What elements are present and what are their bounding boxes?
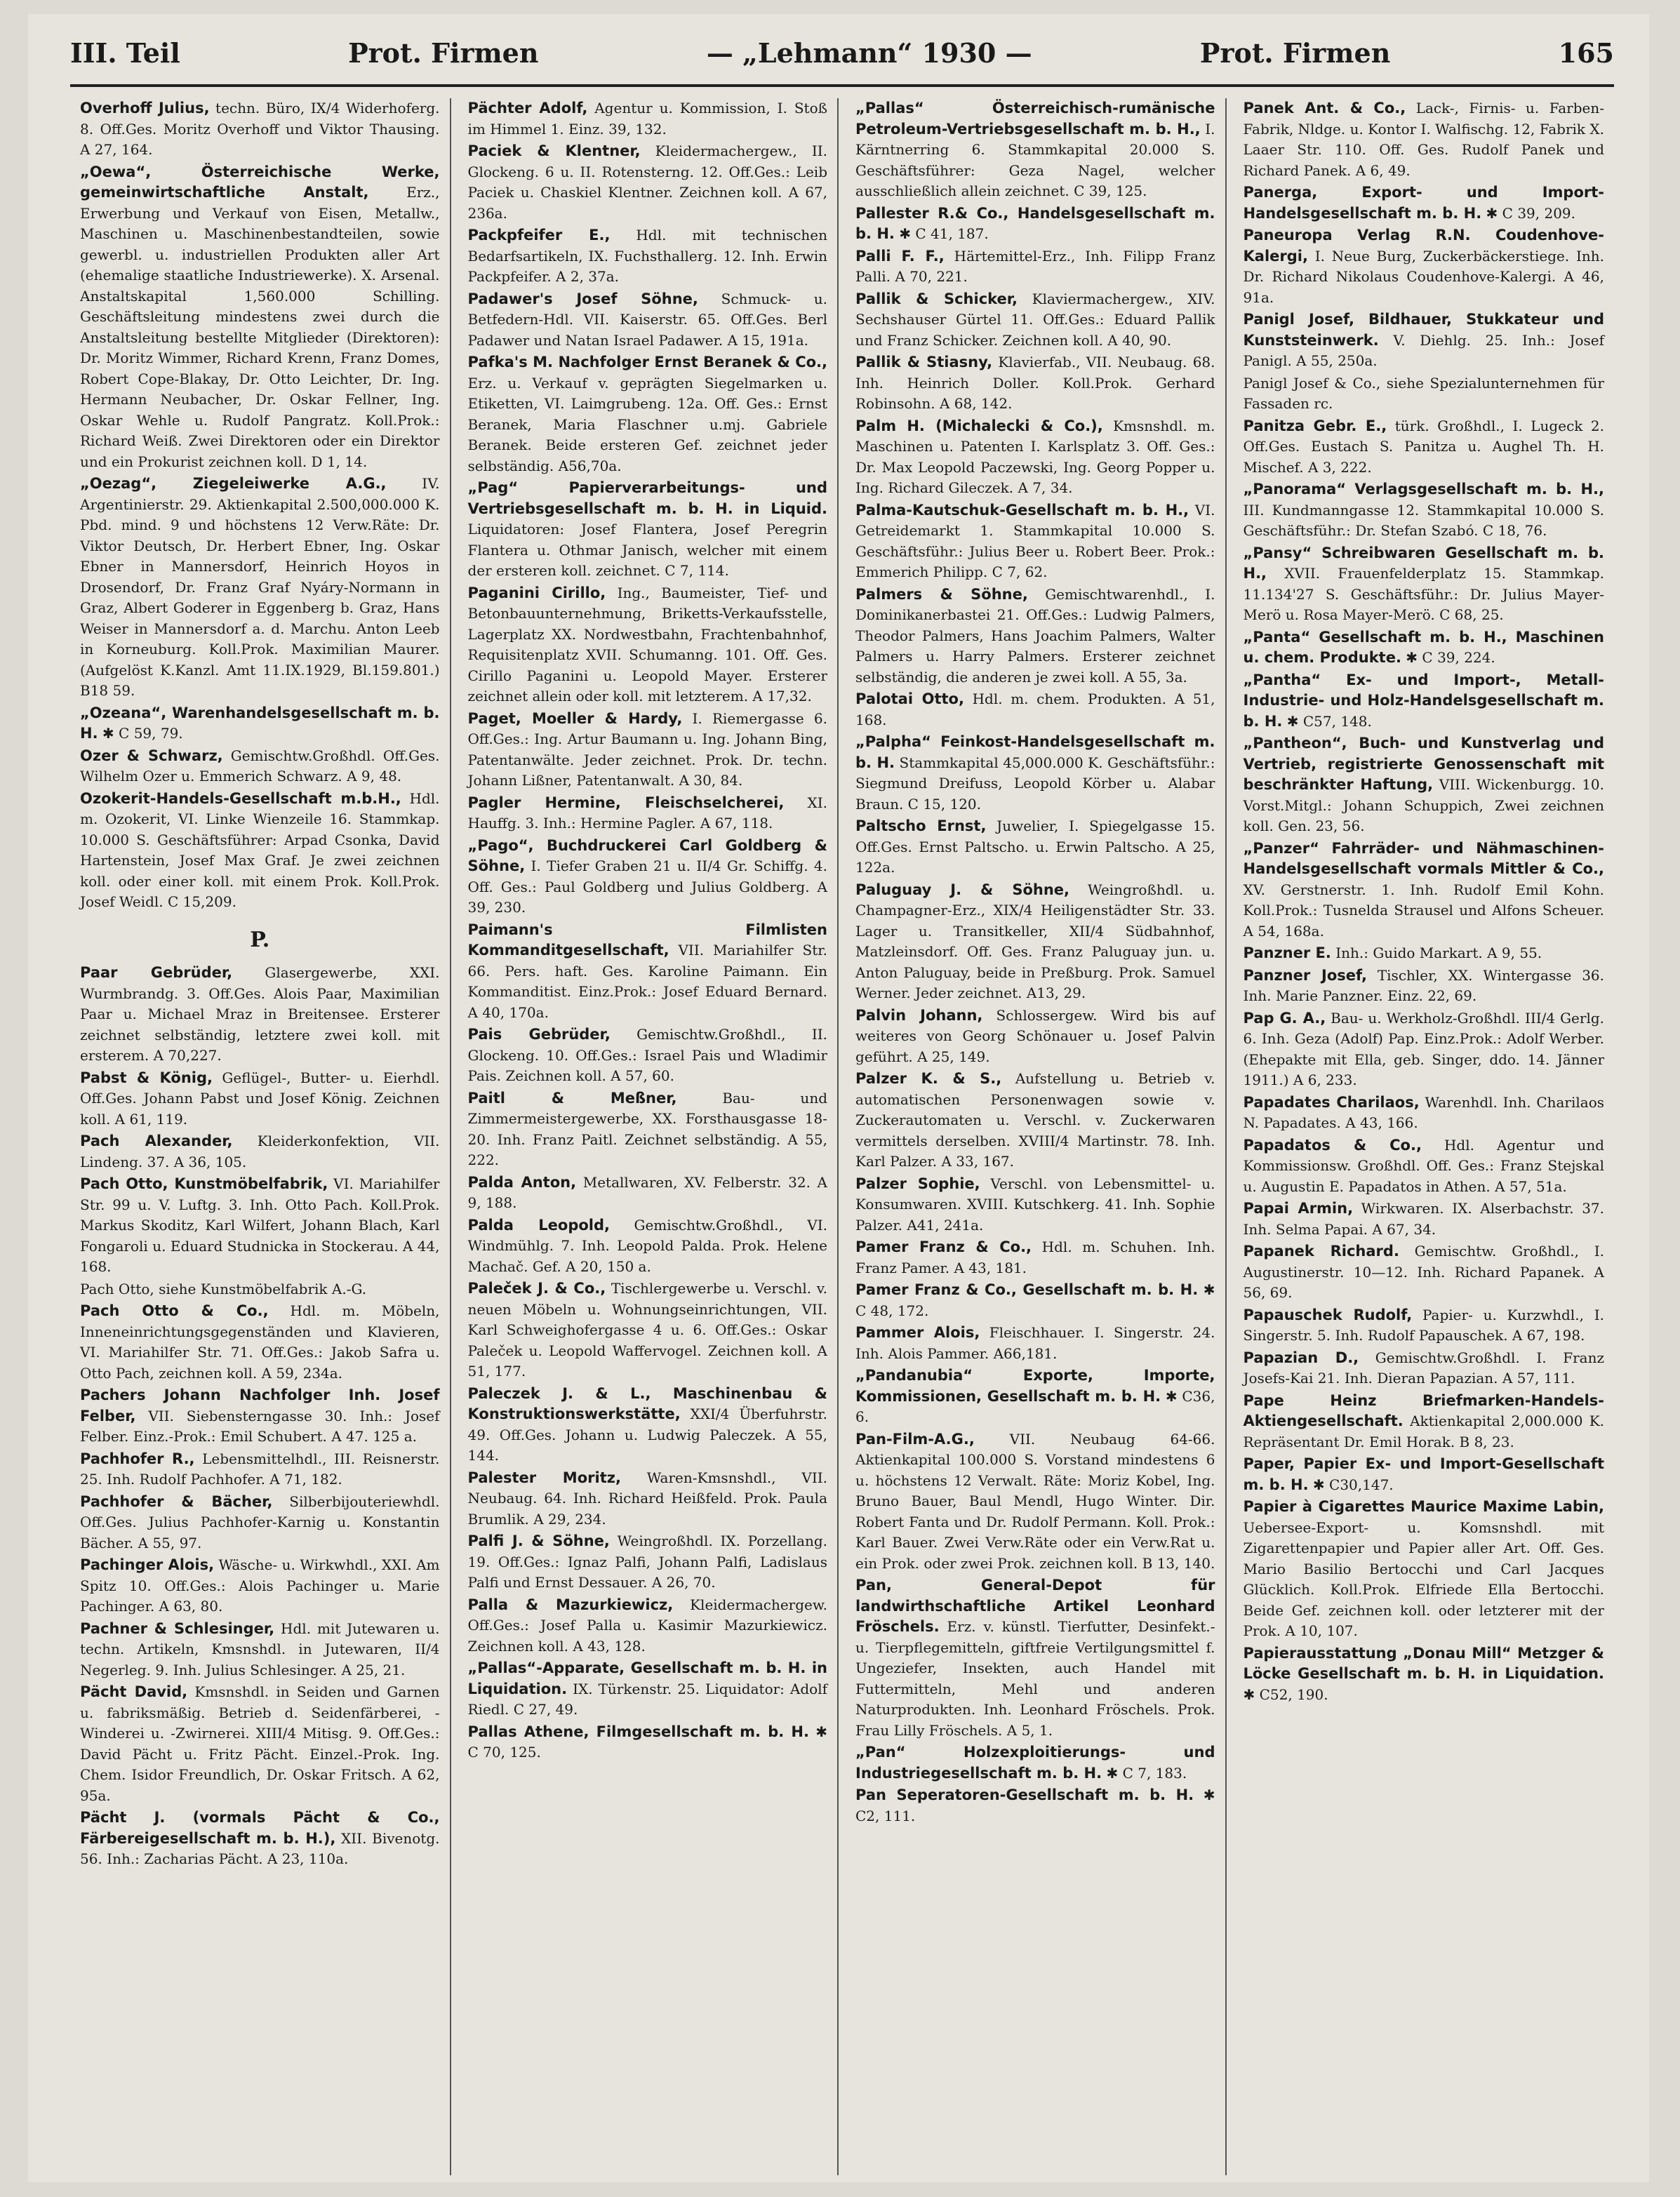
firm-name: Pallester R.& Co., Handelsgesellschaft m. b. H.: [855, 204, 1215, 242]
entry-details: Fleischhauer. I. Singerstr. 24. Inh. Alois Pammer. A66,181.: [855, 1324, 1215, 1362]
directory-entry: [855, 1174, 1215, 1236]
firm-name: Ozokerit-Handels-Gesellschaft m.b.H.,: [80, 789, 401, 807]
directory-entry: [80, 474, 440, 702]
entry-details: Tischler, XX. Wintergasse 36. Inh. Marie Panzner. Einz. 22, 69.: [1243, 966, 1605, 1004]
entry-details: Metallwaren, XV. Felberstr. 32. A 9, 188.: [467, 1173, 827, 1211]
document-page: [28, 14, 1649, 2182]
entry-details: Gemischtw.Großhdl., II. Glockeng. 10. Off.Ges.: Israel Pais und Wladimir Pais. Zeichnen koll. A 57, 60.: [467, 1026, 827, 1084]
directory-entry: [1244, 309, 1605, 372]
directory-entry: [1244, 1198, 1605, 1240]
firm-name: Palfi J. & Söhne,: [467, 1532, 610, 1549]
directory-entry: [80, 1279, 440, 1300]
column-4: [1234, 98, 1615, 2175]
firm-name: Panigl Josef, Bildhauer, Stukkateur und Kunststeinwerk.: [1243, 311, 1604, 349]
entry-details: XII. Bivenotg. 56. Inh.: Zacharias Pächt. A 23, 110a.: [80, 1829, 440, 1867]
firm-name: Papazian D.,: [1243, 1349, 1359, 1366]
firm-name: Palvin Johann,: [855, 1006, 983, 1024]
entry-details: Gemischtw.Großhdl., VI. Windmühlg. 7. Inh. Leopold Palda. Prok. Helene Machač. Gef. A 20, 150 a.: [467, 1216, 828, 1275]
firm-name: Paganini Cirillo,: [467, 584, 606, 601]
entry-details: ✱ C30,147.: [1312, 1476, 1394, 1493]
header-title-right: Prot. Firmen: [1199, 36, 1391, 69]
firm-name: Papanek Richard.: [1243, 1243, 1399, 1260]
entry-details: Weingroßhdl. u. Champagner-Erz., XIX/4 Heiligenstädter Str. 33. Lager u. Transitkeller, XII/4 Südbahnhof, Matzleinsdorf. Off. Ges. Franz Paluguay jun. u. Anton Paluguay, beide in Preßburg. Prok. Samuel Werner. Jeder zeichnet. A13, 29.: [855, 881, 1215, 1001]
directory-entry: [855, 289, 1215, 352]
entry-details: Hdl. Agentur und Kommissionsw. Großhdl. Off. Ges.: Franz Stejskal u. Augustin E. Papadatos in Athen. A 57, 51a.: [1243, 1136, 1605, 1195]
entry-details: I. Riemergasse 6. Off.Ges.: Ing. Artur Baumann u. Ing. Johann Bing, Patentanwälte. Jeder zeichnet. Prok. Dr. techn. Johann Lißner, Patentanwalt. A 30, 84.: [467, 709, 827, 789]
entry-details: Stammkapital 45,000.000 K. Geschäftsführ.: Siegmund Dreifuss, Leopold Körber u. Alabar Braun. C 15, 120.: [855, 754, 1215, 813]
firm-name: Paluguay J. & Söhne,: [855, 881, 1069, 898]
directory-entry: [468, 709, 828, 792]
entry-details: Aufstellung u. Betrieb v. automatischen Personenwagen sowie v. Zuckerautomaten u. Verschl. v. Zuckerwaren vermittels derselben. XVIII/4 Martinstr. 78. Inh. Karl Palzer. A 33, 167.: [855, 1070, 1215, 1170]
firm-name: „Panzer“ Fahrräder- und Nähmaschinen-Handelsgesellschaft vormals Mittler & Co.,: [1243, 839, 1604, 877]
firm-name: Pachhofer & Bächer,: [80, 1493, 273, 1510]
firm-name: Overhoff Julius,: [80, 100, 210, 116]
firm-name: Panzner E.: [1243, 944, 1331, 961]
firm-name: Palzer Sophie,: [855, 1175, 980, 1192]
entry-details: Wäsche- u. Wirkwhdl., XXI. Am Spitz 10. Off.Ges.: Alois Pachinger u. Marie Pachinger. A 63, 80.: [80, 1556, 440, 1615]
header-rule: [70, 84, 1614, 87]
directory-entry: [468, 1024, 828, 1087]
entry-details: ✱ C 7, 183.: [1106, 1764, 1187, 1782]
directory-entry: [80, 98, 440, 161]
directory-entry: [80, 1131, 440, 1173]
directory-entry: [1244, 1135, 1605, 1198]
firm-name: Pach Otto & Co.,: [80, 1302, 269, 1319]
firm-name: „Pan“ Holzexploitierungs- und Industriegesellschaft m. b. H.: [855, 1744, 1215, 1782]
directory-entry: [855, 98, 1215, 202]
entry-details: Härtemittel-Erz., Inh. Filipp Franz Palli. A 70, 221.: [855, 247, 1215, 285]
firm-name: Pächt J. (vormals Pächt & Co., Färbereigesellschaft m. b. H.),: [80, 1809, 440, 1847]
firm-name: Pamer Franz & Co.,: [855, 1238, 1032, 1255]
directory-entry: [468, 1531, 828, 1594]
entry-details: ✱ C 70, 125.: [467, 1723, 828, 1761]
firm-name: Paimann's Filmlisten Kommanditgesellschaft,: [467, 921, 827, 959]
firm-name: Paltscho Ernst,: [855, 817, 987, 834]
firm-name: Pallas Athene, Filmgesellschaft m. b. H.: [467, 1723, 809, 1740]
directory-entry: [80, 1449, 440, 1490]
entry-details: Hdl. mit technischen Bedarfsartikeln, IX. Fuchsthallerg. 12. Inh. Erwin Packpfeifer. A 2, 37a.: [467, 227, 828, 285]
directory-entry: [468, 1595, 828, 1657]
firm-name: Pafka's M. Nachfolger Ernst Beranek & Co.,: [467, 354, 827, 370]
entry-details: ✱ C 59, 79.: [102, 725, 183, 742]
firm-name: Pachner & Schlesinger,: [80, 1620, 275, 1637]
entry-details: Pach Otto, siehe Kunstmöbelfabrik A.-G.: [80, 1280, 367, 1297]
directory-entry: [468, 352, 828, 476]
entry-details: ✱ C 48, 172.: [855, 1281, 1215, 1319]
entry-details: III. Kundmanngasse 12. Stammkapital 10.000 S. Geschäftsführ.: Dr. Stefan Szabó. C 18, 76.: [1243, 501, 1604, 539]
directory-entry: [80, 1555, 440, 1617]
header-title-left: Prot. Firmen: [348, 36, 539, 69]
firm-name: Pamer Franz & Co., Gesellschaft m. b. H.: [855, 1281, 1199, 1298]
directory-entry: [855, 352, 1215, 415]
firm-name: Palda Anton,: [467, 1173, 577, 1191]
firm-name: Panitza Gebr. E.,: [1243, 417, 1387, 434]
directory-entry: [1244, 1454, 1605, 1495]
entry-details: Hdl. m. Schuhen. Inh. Franz Pamer. A 43, 181.: [855, 1238, 1215, 1276]
firm-name: Pan-Film-A.G.,: [855, 1430, 975, 1448]
directory-entry: [855, 1280, 1215, 1321]
entry-details: I. Tiefer Graben 21 u. II/4 Gr. Schiffg. 4. Off. Ges.: Paul Goldberg und Julius Goldberg. A 39, 230.: [467, 857, 827, 916]
firm-name: Panzner Josef,: [1243, 966, 1367, 984]
directory-entry: [80, 963, 440, 1067]
firm-name: Pachhofer R.,: [80, 1450, 195, 1467]
firm-name: Pap G. A.,: [1243, 1009, 1326, 1027]
directory-entry: [80, 746, 440, 787]
entry-details: Erz. v. künstl. Tierfutter, Desinfekt.- u. Tierpflegemitteln, giftfreie Vertilgungsmittel f. Ungeziefer, Insekten, auch Handel mit Futtermitteln, Mehl und anderen Naturprodukten. Inh. Leonhard Fröschels. Prok. Frau Lilly Fröschels. A 5, 1.: [855, 1618, 1215, 1739]
directory-entry: [80, 162, 440, 473]
directory-entry: [1244, 1497, 1605, 1642]
firm-name: Palma-Kautschuk-Gesellschaft m. b. H.,: [855, 501, 1189, 519]
firm-name: Paitl & Meßner,: [467, 1089, 677, 1107]
entry-details: ✱ C 39, 224.: [1406, 649, 1495, 666]
entry-details: XXI/4 Überfuhrstr. 49. Off.Ges. Johann u. Ludwig Paleczek. A 55, 144.: [467, 1405, 828, 1464]
firm-name: „Pansy“ Schreibwaren Gesellschaft m. b. H.,: [1243, 544, 1604, 582]
directory-entry: [468, 289, 828, 352]
directory-entry: [468, 98, 828, 140]
firm-name: Packpfeifer E.,: [467, 227, 611, 243]
entry-details: Panigl Josef & Co., siehe Spezialunternehmen für Fassaden rc.: [1243, 374, 1604, 412]
entry-details: techn. Büro, IX/4 Widerhoferg. 8. Off.Ges. Moritz Overhoff und Viktor Thausing. A 27, 164.: [80, 100, 440, 158]
directory-entry: [855, 689, 1215, 730]
firm-name: Pape Heinz Briefmarken-Handels-Aktiengesellschaft.: [1243, 1391, 1604, 1429]
page-number: 165: [1558, 36, 1614, 69]
directory-entry: [468, 1173, 828, 1214]
entry-details: IV. Argentinierstr. 29. Aktienkapital 2.500,000.000 K. Pbd. mind. 9 und höchstens 12 Verw.Räte: Dr. Viktor Deutsch, Dr. Herbert Ebner, Ing. Oskar Ebner in Mannersdorf, Heinrich Hoyos in Drosendorf, Dr. Franz Graf Nyáry-Normann in Graz, Albert Goderer in Eggenberg b. Graz, Hans Weiser in Mannersdorf a. d. Marchu. Anton Leeb in Korneuburg. Koll.Prok. Maximilian Maurer. (Aufgelöst K.Kanzl. Amt 11.IX.1929, Bl.159.801.) B18 59.: [80, 475, 440, 699]
directory-entry: [855, 1237, 1215, 1278]
directory-entry: [855, 880, 1215, 1004]
directory-entry: [80, 789, 440, 913]
entry-details: ✱ C52, 190.: [1243, 1685, 1328, 1703]
column-3: [846, 98, 1227, 2175]
directory-entry: [855, 816, 1215, 879]
directory-entry: [1244, 1348, 1605, 1389]
directory-entry: [855, 1323, 1215, 1364]
entry-details: Agentur u. Kommission, I. Stoß im Himmel 1. Einz. 39, 132.: [467, 100, 827, 138]
directory-entry: [855, 1069, 1215, 1173]
directory-entry: [1244, 1241, 1605, 1304]
directory-entry: [1244, 373, 1605, 415]
entry-details: Gemischtwarenhdl., I. Dominikanerbastei 21. Off.Ges.: Ludwig Palmers, Theodor Palmers, Hans Joachim Palmers, Walter Palmers u. Harry Palmers. Ersterer zeichnet selbständig, die anderen je zwei koll. A 55, 3a.: [855, 585, 1215, 686]
entry-details: Wirkwaren. IX. Alserbachstr. 37. Inh. Selma Papai. A 67, 34.: [1243, 1200, 1605, 1238]
entry-details: Juwelier, I. Spiegelgasse 15. Off.Ges. Ernst Paltscho. u. Erwin Paltscho. A 25, 122a.: [855, 817, 1215, 876]
entry-details: Ing., Baumeister, Tief- und Betonbauunternehmung, Briketts-Verkaufsstelle, Lagerplatz XX. Nordwestbahn, Frachtenbahnhof, Requisitenplatz XVII. Schumanng. 101. Off. Ges. Cirillo Paganini u. Leopold Mayer. Ersterer zeichnet allein oder koll. mit letzterem. A 17,32.: [467, 584, 827, 704]
entry-details: Hdl. m. Ozokerit, VI. Linke Wienzeile 16. Stammkap. 10.000 S. Geschäftsführer: Arpad Csonka, David Hartenstein, Josef Max Graf. Je zwei zeichnen koll. oder einer koll. mit einem Prok. Koll.Prok. Josef Weidl. C 15,209.: [80, 789, 440, 910]
entry-details: Lack-, Firnis- u. Farben-Fabrik, Nldge. u. Kontor I. Walfischg. 12, Fabrik X. Laaer Str. 110. Off. Ges. Rudolf Panek und Richard Panek. A 6, 49.: [1243, 100, 1605, 179]
entry-details: türk. Großhdl., I. Lugeck 2. Off.Ges. Eustach S. Panitza u. Aughel Th. H. Mischef. A 3, 222.: [1243, 417, 1604, 476]
directory-entry: [855, 416, 1215, 499]
firm-name: „Pallas“ Österreichisch-rumänische Petroleum-Vertriebsgesellschaft m. b. H.,: [855, 100, 1215, 138]
entry-details: Kleidermachergew., II. Glockeng. 6 u. II. Rotensterng. 12. Off.Ges.: Leib Paciek u. Chaskiel Klentner. Zeichnen koll. A 67, 236a.: [467, 142, 827, 222]
directory-entry: [1244, 1391, 1605, 1453]
entry-details: Gemischtw.Großhdl. Off.Ges. Wilhelm Ozer u. Emmerich Schwarz. A 9, 48.: [80, 747, 440, 784]
firm-name: Papauschek Rudolf,: [1243, 1306, 1413, 1323]
firm-name: Papadatos & Co.,: [1243, 1136, 1422, 1154]
directory-entry: [855, 246, 1215, 288]
directory-entry: [468, 836, 828, 919]
firm-name: Padawer's Josef Söhne,: [467, 290, 698, 307]
entry-details: Schmuck- u. Betfedern-Hdl. VII. Kaiserstr. 65. Off.Ges. Berl Padawer und Natan Israel Padawer. A 15, 191a.: [467, 290, 828, 349]
firm-name: Palda Leopold,: [467, 1216, 611, 1234]
directory-entry: [468, 1468, 828, 1530]
entry-details: Gemischtw. Großhdl., I. Augustinerstr. 10—12. Inh. Richard Papanek. A 56, 69.: [1243, 1243, 1604, 1301]
directory-entry: [1244, 733, 1605, 837]
directory-entry: [1244, 1305, 1605, 1347]
directory-entry: [855, 1365, 1215, 1428]
directory-entry: [468, 793, 828, 834]
directory-entry: [468, 920, 828, 1024]
entry-details: Warenhdl. Inh. Charilaos N. Papadates. A 43, 166.: [1243, 1093, 1605, 1131]
firm-name: Pan Seperatoren-Gesellschaft m. b. H.: [855, 1787, 1194, 1803]
directory-entry: [1244, 225, 1605, 308]
entry-details: Klavierfab., VII. Neubaug. 68. Inh. Heinrich Doller. Koll.Prok. Gerhard Robinsohn. A 68, 142.: [855, 354, 1215, 412]
firm-name: Panerga, Export- und Import-Handelsgesellschaft m. b. H.: [1243, 184, 1604, 222]
entry-details: Kmsnshdl. in Seiden und Garnen u. fabriksmäßig. Betrieb d. Seidenfärberei, -Winderei u. -Zwirnerei. XIII/4 Mitisg. 9. Off.Ges.: David Pächt u. Fritz Pächt. Einzel.-Prok. Ing. Chem. Isidor Freundlich, Dr. Oskar Fritsch. A 62, 95a.: [80, 1683, 440, 1804]
entry-details: Lebensmittelhdl., III. Reisnerstr. 25. Inh. Rudolf Pachhofer. A 71, 182.: [80, 1450, 440, 1488]
page-header: [70, 28, 1614, 77]
directory-entry: [80, 1301, 440, 1384]
directory-entry: [468, 1088, 828, 1171]
directory-entry: [1244, 182, 1605, 224]
column-2: [458, 98, 839, 2175]
firm-name: Panek Ant. & Co.,: [1243, 100, 1406, 116]
directory-entry: [855, 500, 1215, 583]
firm-name: „Panorama“ Verlagsgesellschaft m. b. H.,: [1243, 481, 1604, 498]
entry-details: Hdl. m. chem. Produkten. A 51, 168.: [855, 690, 1215, 728]
firm-name: Pächter Adolf,: [467, 100, 588, 116]
directory-entry: [468, 478, 828, 582]
entry-details: Erz., Erwerbung und Verkauf von Eisen, Metallw., Maschinen u. Maschinenbestandteilen, sowie gewerbl. u. industriellen Produkten aller Art (ehemalige staatliche Industriewerke). X. Arsenal. Anstaltskapital 1,560.000 Schilling. Geschäftsleitung mindestens zwei durch die Anstaltsleitung bestellte Mitglieder (Direktoren): Dr. Moritz Wimmer, Richard Krenn, Franz Domes, Robert Cope-Blakay, Dr. Otto Leichter, Dr. Ing. Hermann Neubacher, Dr. Oskar Fellner, Ing. Oskar Wehle u. Rudolf Pangratz. Koll.Prok.: Richard Weiß. Zwei Direktoren oder ein Direktor und ein Prokurist zeichnen koll. D 1, 14.: [80, 184, 440, 470]
directory-entry: [468, 1278, 828, 1382]
entry-details: Bau- und Zimmermeistergewerbe, XX. Forsthausgasse 18-20. Inh. Franz Paitl. Zeichnet selbständig. A 55, 222.: [467, 1089, 827, 1168]
directory-entry: [80, 1174, 440, 1278]
entry-details: Kleidermachergew. Off.Ges.: Josef Palla u. Kasimir Mazurkiewicz. Zeichnen koll. A 43, 128.: [467, 1596, 827, 1655]
firm-name: Pachinger Alois,: [80, 1556, 215, 1573]
directory-entry: [855, 1575, 1215, 1741]
firm-name: Paper, Papier Ex- und Import-Gesellschaft m. b. H.: [1243, 1455, 1604, 1493]
directory-entry: [855, 1429, 1215, 1575]
directory-entry: [1244, 416, 1605, 479]
directory-entry: [468, 1722, 828, 1763]
firm-name: Pabst & König,: [80, 1069, 213, 1086]
entry-details: Erz. u. Verkauf v. geprägten Siegelmarken u. Etiketten, VI. Laimgrubeng. 12a. Off. Ges.: Ernst Beranek, Maria Flaschner u.mj. Gabriele Beranek. Beide ersteren Gef. zeichnet jeder selbständig. A56,70a.: [467, 374, 827, 474]
firm-name: „Oezag“, Ziegeleiwerke A.G.,: [80, 475, 387, 492]
entry-details: Papier- u. Kurzwhdl., I. Singerstr. 5. Inh. Rudolf Papauschek. A 67, 198.: [1243, 1306, 1604, 1344]
firm-name: Papierausstattung „Donau Mill“ Metzger & Löcke Gesellschaft m. b. H. in Liquidation.: [1243, 1644, 1604, 1682]
firm-name: „Panta“ Gesellschaft m. b. H., Maschinen u. chem. Produkte.: [1243, 628, 1604, 666]
entry-details: Kleiderkonfektion, VII. Lindeng. 37. A 36, 105.: [80, 1133, 440, 1170]
entry-details: XVII. Frauenfelderplatz 15. Stammkap. 11.134'27 S. Geschäftsführ.: Dr. Julius Mayer-Merö u. Rosa Mayer-Merö. C 68, 25.: [1243, 565, 1604, 623]
entry-details: Liquidatoren: Josef Flantera, Josef Peregrin Flantera u. Othmar Janisch, welcher mit einem der ersteren koll. zeichnet. C 7, 114.: [467, 521, 827, 579]
entry-details: Inh.: Guido Markart. A 9, 55.: [1335, 944, 1542, 961]
firm-name: Pach Otto, Kunstmöbelfabrik,: [80, 1175, 328, 1192]
entry-details: VI. Mariahilfer Str. 99 u. V. Luftg. 3. Inh. Otto Pach. Koll.Prok. Markus Skoditz, Karl Wilfert, Johann Blach, Karl Fongaroli u. Eduard Studnicka in Stockerau. A 44, 168.: [80, 1175, 440, 1275]
firm-name: Papai Armin,: [1243, 1200, 1354, 1217]
entry-details: Verschl. von Lebensmittel- u. Konsumwaren. XVIII. Kutschkerg. 41. Inh. Sophie Palzer. A41, 241a.: [855, 1175, 1215, 1234]
directory-entry: [1244, 839, 1605, 942]
firm-name: Pammer Alois,: [855, 1324, 980, 1341]
entry-details: ✱ C 39, 209.: [1486, 204, 1576, 222]
firm-name: Pais Gebrüder,: [467, 1026, 611, 1043]
entry-details: Geflügel-, Butter- u. Eierhdl. Off.Ges. Johann Pabst und Josef König. Zeichnen koll. A 61, 119.: [80, 1069, 440, 1128]
entry-details: Weingroßhdl. IX. Porzellang. 19. Off.Ges.: Ignaz Palfi, Johann Palfi, Ladislaus Palfi und Ernst Dessauer. A 26, 70.: [467, 1532, 827, 1591]
header-section: III. Teil: [70, 36, 180, 69]
directory-entry: [80, 1619, 440, 1681]
firm-name: Paleczek J. & L., Maschinenbau & Konstruktionswerkstätte,: [467, 1384, 827, 1422]
firm-name: Pallik & Stiasny,: [855, 354, 993, 370]
firm-name: Palla & Mazurkiewicz,: [467, 1596, 674, 1613]
entry-details: VIII. Wickenburgg. 10. Vorst.Mitgl.: Johann Schuppich, Zwei zeichnen koll. Gen. 23, 56.: [1243, 776, 1605, 834]
firm-name: Pach Alexander,: [80, 1133, 233, 1149]
firm-name: Paget, Moeller & Hardy,: [467, 709, 683, 727]
firm-name: Pachers Johann Nachfolger Inh. Josef Felber,: [80, 1387, 440, 1424]
directory-entry: [468, 141, 828, 224]
firm-name: Paleček J. & Co.,: [467, 1280, 606, 1297]
entry-details: ✱ C36, 6.: [855, 1387, 1215, 1425]
directory-entry: [855, 1785, 1215, 1827]
directory-entry: [1244, 1093, 1605, 1134]
firm-name: „Pantha“ Ex- und Import-, Metall-Industrie- und Holz-Handelsgesellschaft m. b. H.: [1243, 671, 1604, 730]
directory-entry: [855, 1006, 1215, 1068]
directory-entry: [1244, 966, 1605, 1007]
entry-details: Kmsnshdl. m. Maschinen u. Patenten I. Karlsplatz 3. Off. Ges.: Dr. Max Leopold Paczewski, Ing. Georg Popper u. Ing. Richard Gileczek. A 7, 34.: [855, 417, 1215, 496]
directory-entry: [80, 1808, 440, 1870]
firm-name: „Pago“, Buchdruckerei Carl Goldberg & Söhne,: [467, 836, 827, 874]
firm-name: Pallik & Schicker,: [855, 290, 1018, 307]
entry-details: Silberbijouteriewhdl. Off.Ges. Julius Pachhofer-Karnig u. Konstantin Bächer. A 55, 97.: [80, 1493, 440, 1551]
directory-entry: [80, 1492, 440, 1554]
firm-name: „Pag“ Papierverarbeitungs- und Vertriebsgesellschaft m. b. H. in Liquid.: [467, 479, 827, 517]
entry-details: VII. Neubaug 64-66. Aktienkapital 100.000 S. Vorstand mindestens 6 u. höchstens 12 Verwalt. Räte: Moriz Kobel, Ing. Bruno Bauer, Baul Mendl, Hugo Winter. Dir. Robert Fanta und Dr. Rudolf Permann. Koll. Prok.: Karl Bauer. Zwei Verw.Räte oder ein Verw.Rat u. ein Prok. oder zwei Prok. zeichnen koll. B 13, 140.: [855, 1430, 1215, 1572]
directory-entry: [80, 1682, 440, 1806]
entry-details: I. Neue Burg, Zuckerbäckerstiege. Inh. Dr. Richard Nikolaus Coudenhove-Kalergi. A 46, 91a.: [1243, 247, 1605, 306]
entry-details: XI. Hauffg. 3. Inh.: Hermine Pagler. A 67, 118.: [467, 794, 827, 832]
directory-entry: [855, 1742, 1215, 1784]
directory-entry: [1244, 670, 1605, 733]
entry-details: ✱ C2, 111.: [855, 1787, 1215, 1824]
entry-details: Hdl. m. Möbeln, Inneneinrichtungsgegenständen und Klavieren, VI. Mariahilfer Str. 71. Off.Ges.: Jakob Safra u. Otto Pach, zeichnen koll. A 59, 234a.: [80, 1302, 440, 1382]
directory-entry: [468, 1384, 828, 1467]
directory-entry: [1244, 543, 1605, 626]
directory-entry: [468, 1215, 828, 1278]
entry-details: I. Kärntnerring 6. Stammkapital 20.000 S. Geschäftsführer: Geza Nagel, welcher ausschließlich allein zeichnet. C 39, 125.: [855, 120, 1215, 199]
directory-entry: [855, 585, 1215, 688]
section-letter: P.: [250, 927, 270, 952]
firm-name: Palzer K. & S.,: [855, 1070, 1002, 1087]
directory-entry: [1244, 943, 1605, 964]
firm-name: „Pandanubia“ Exporte, Importe, Kommissionen, Gesellschaft m. b. H.: [855, 1367, 1215, 1405]
firm-name: Palmers & Söhne,: [855, 585, 1028, 603]
directory-entry: [468, 225, 828, 288]
column-1: [70, 98, 451, 2175]
entry-details: Waren-Kmsnshdl., VII. Neubaug. 64. Inh. Richard Heißfeld. Prok. Paula Brumlik. A 29, 234.: [467, 1469, 827, 1528]
entry-details: Klaviermachergew., XIV. Sechshauser Gürtel 11. Off.Ges.: Eduard Pallik und Franz Schicker. Zeichnen koll. A 40, 90.: [855, 290, 1215, 349]
entry-details: Tischlergewerbe u. Verschl. v. neuen Möbeln u. Wohnungseinrichtungen, VII. Karl Schweighofergasse 4 u. 6. Off.Ges.: Oskar Paleček u. Leopold Waffervogel. Zeichnen koll. A 51, 177.: [467, 1280, 827, 1380]
firm-name: Pan, General-Depot für landwirthschaftliche Artikel Leonhard Fröschels.: [855, 1577, 1215, 1635]
entry-details: Schlossergew. Wird bis auf weiteres von Georg Schönauer u. Josef Palvin geführt. A 25, 149.: [855, 1006, 1215, 1065]
entry-details: Glasergewerbe, XXI. Wurmbrandg. 3. Off.Ges. Alois Paar, Maximilian Paar u. Michael Mraz in Breitensee. Ersterer zeichnet selbständig, letztere zwei koll. mit ersterem. A 70,227.: [80, 964, 440, 1064]
firm-name: Palm H. (Michalecki & Co.),: [855, 417, 1103, 434]
firm-name: Paneuropa Verlag R.N. Coudenhove-Kalergi,: [1243, 227, 1604, 265]
entry-details: IX. Türkenstr. 25. Liquidator: Adolf Riedl. C 27, 49.: [467, 1680, 827, 1718]
directory-entry: [468, 583, 828, 707]
entry-details: Uebersee-Export- u. Komsnshdl. mit Zigarettenpapier und Papier aller Art. Off. Ges. Mario Basilio Bertocchi und Carl Jacques Glücklich. Koll.Prok. Elfriede Ella Bertocchi. Beide Gef. zeichnen koll. oder letzterer mit der Prok. A 10, 107.: [1243, 1518, 1604, 1639]
entry-details: V. Diehlg. 25. Inh.: Josef Panigl. A 55, 250a.: [1243, 331, 1604, 369]
entry-details: ✱ C 41, 187.: [899, 225, 989, 242]
firm-name: Ozer & Schwarz,: [80, 747, 223, 764]
entry-details: Gemischtw.Großhdl. I. Franz Josefs-Kai 21. Inh. Dieran Papazian. A 57, 111.: [1243, 1349, 1604, 1387]
entry-details: Bau- u. Werkholz-Großhdl. III/4 Gerlg. 6. Inh. Geza (Adolf) Pap. Einz.Prok.: Adolf Werber. (Ehepakte mit Ella, geb. Singer, ddo. 14. Jänner 1911.) A 6, 233.: [1243, 1009, 1605, 1088]
directory-entry: [468, 1658, 828, 1721]
directory-entry: [1244, 627, 1605, 669]
directory-entry: [80, 1385, 440, 1448]
directory-entry: [80, 1068, 440, 1130]
entry-details: Hdl. mit Jutewaren u. techn. Artikeln, Kmsnshdl. in Jutewaren, II/4 Negerleg. 9. Inh. Julius Schlesinger. A 25, 21.: [80, 1620, 440, 1678]
directory-columns: [70, 98, 1614, 2175]
firm-name: Paciek & Klentner,: [467, 142, 641, 159]
directory-entry: [1244, 98, 1605, 181]
firm-name: „Oewa“, Österreichische Werke, gemeinwirtschaftliche Anstalt,: [80, 163, 440, 201]
entry-details: VII. Siebensterngasse 30. Inh.: Josef Felber. Einz.-Prok.: Emil Schubert. A 47. 125 a.: [80, 1407, 440, 1445]
directory-entry: [80, 703, 440, 744]
directory-entry: [1244, 1008, 1605, 1091]
firm-name: „Pallas“-Apparate, Gesellschaft m. b. H. in Liquidation.: [467, 1660, 827, 1697]
entry-details: VII. Mariahilfer Str. 66. Pers. haft. Ges. Karoline Paimann. Ein Kommanditist. Einz.Prok.: Josef Eduard Bernard. A 40, 170a.: [467, 942, 828, 1021]
entry-details: XV. Gerstnerstr. 1. Inh. Rudolf Emil Kohn. Koll.Prok.: Tusnelda Strausel und Alfons Scheuer. A 54, 168a.: [1243, 881, 1604, 940]
directory-entry: [1244, 479, 1605, 542]
directory-entry: [855, 203, 1215, 245]
entry-details: ✱ C57, 148.: [1286, 712, 1372, 730]
firm-name: Pagler Hermine, Fleischselcherei,: [467, 794, 785, 811]
firm-name: Paar Gebrüder,: [80, 964, 233, 981]
directory-entry: [1244, 1643, 1605, 1706]
entry-details: VI. Getreidemarkt 1. Stammkapital 10.000 S. Geschäftsführ.: Julius Beer u. Robert Beer. Prok.: Emmerich Philipp. C 7, 62.: [855, 501, 1215, 580]
firm-name: Palester Moritz,: [467, 1469, 621, 1486]
firm-name: Pächt David,: [80, 1683, 188, 1700]
firm-name: Papier à Cigarettes Maurice Maxime Labin,: [1243, 1498, 1604, 1515]
firm-name: „Palpha“ Feinkost-Handelsgesellschaft m. b. H.: [855, 733, 1215, 771]
header-title-center: — „Lehmann“ 1930 —: [706, 36, 1032, 69]
firm-name: „Pantheon“, Buch- und Kunstverlag und Vertrieb, registrierte Genossenschaft mit beschränkter Haftung,: [1243, 735, 1604, 793]
entry-details: Aktienkapital 2,000.000 K. Repräsentant Dr. Emil Horak. B 8, 23.: [1243, 1413, 1604, 1450]
firm-name: Palotai Otto,: [855, 690, 964, 707]
directory-entry: [855, 732, 1215, 815]
firm-name: „Ozeana“, Warenhandelsgesellschaft m. b. H.: [80, 704, 440, 742]
firm-name: Palli F. F.,: [855, 247, 945, 265]
firm-name: Papadates Charilaos,: [1243, 1093, 1420, 1111]
